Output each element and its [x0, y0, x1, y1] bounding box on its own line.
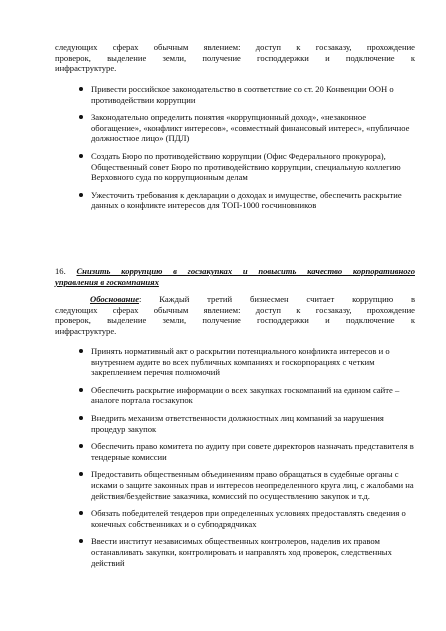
- intro-paragraph: [55, 42, 415, 74]
- list-item: Обеспечить раскрытие информации о всех закупках госкомпаний на едином сайте – аналоге портала госзакупок: [80, 385, 415, 406]
- list-item: Предоставить общественным объединениям право обращаться в судебные органы с исками о защите законных прав и интересов неопределенного круга лиц, с жалобами на действия/бездействие заказчика, комиссий по осуществлению закупок и т.д.: [80, 469, 415, 501]
- list-item: Обеспечить право комитета по аудиту при совете директоров назначать представителя в тендерные комиссии: [80, 441, 415, 462]
- intro-line: проверок, выделение земли, получение господдержки и подключение к: [55, 52, 415, 63]
- basis-paragraph: [55, 294, 415, 336]
- measures-list: [80, 84, 415, 218]
- list-item: Принять нормативный акт о раскрытии потенциального конфликта интересов и о внутреннем аудите во всех публичных компаниях и госкорпорациях с четким закреплением перечня полномочий: [80, 346, 415, 378]
- basis-line: инфраструктуре.: [55, 325, 117, 336]
- list-item: Создать Бюро по противодействию коррупции (Офис Федерального прокурора), Общественный совет Бюро по противодействию коррупции, специальную коллегию Верховного суда по коррупционным делам: [80, 151, 415, 183]
- list-item: Ввести институт независимых общественных контролеров, наделив их правом останавливать закупки, контролировать и направлять ход проверок, следственных действий: [80, 536, 415, 568]
- section-measures-list: [80, 346, 415, 575]
- list-item: Ужесточить требования к декларации о доходах и имуществе, обеспечить раскрытие данных о конфликте интересов для ТОП-1000 госчиновников: [80, 190, 415, 211]
- section-title: Снизить коррупцию в госзакупках и повысить качество корпоративного: [76, 266, 415, 276]
- basis-line: следующих сферах обычным явлением: доступ к госзаказу, прохождение: [55, 304, 415, 315]
- list-item: Привести российское законодательство в соответствие со ст. 20 Конвенции ООН о противодействии коррупции: [80, 84, 415, 105]
- list-item: Внедрить механизм ответственности должностных лиц компаний за нарушения процедур закупок: [80, 413, 415, 434]
- section-title-continued: управления в госкомпаниях: [55, 276, 159, 287]
- list-item: Обязать победителей тендеров при определенных условиях предоставлять сведения о конечных собственниках и о субподрядчиках: [80, 508, 415, 529]
- intro-line: следующих сферах обычным явлением: доступ к госзаказу, прохождение: [55, 42, 415, 52]
- list-item: Законодательно определить понятия «коррупционный доход», «незаконное обогащение», «конфликт интересов», «совместный финансовый интерес», «публичное должностное лицо» (ПДЛ): [80, 112, 415, 144]
- section-heading: [55, 266, 415, 287]
- intro-line: инфраструктуре.: [55, 63, 117, 74]
- basis-label: Обоснование: [90, 294, 140, 304]
- section-number: 16.: [55, 266, 66, 276]
- basis-text: : Каждый третий бизнесмен считает коррупцию в: [139, 294, 415, 304]
- basis-line: проверок, выделение земли, получение господдержки и подключение к: [55, 315, 415, 326]
